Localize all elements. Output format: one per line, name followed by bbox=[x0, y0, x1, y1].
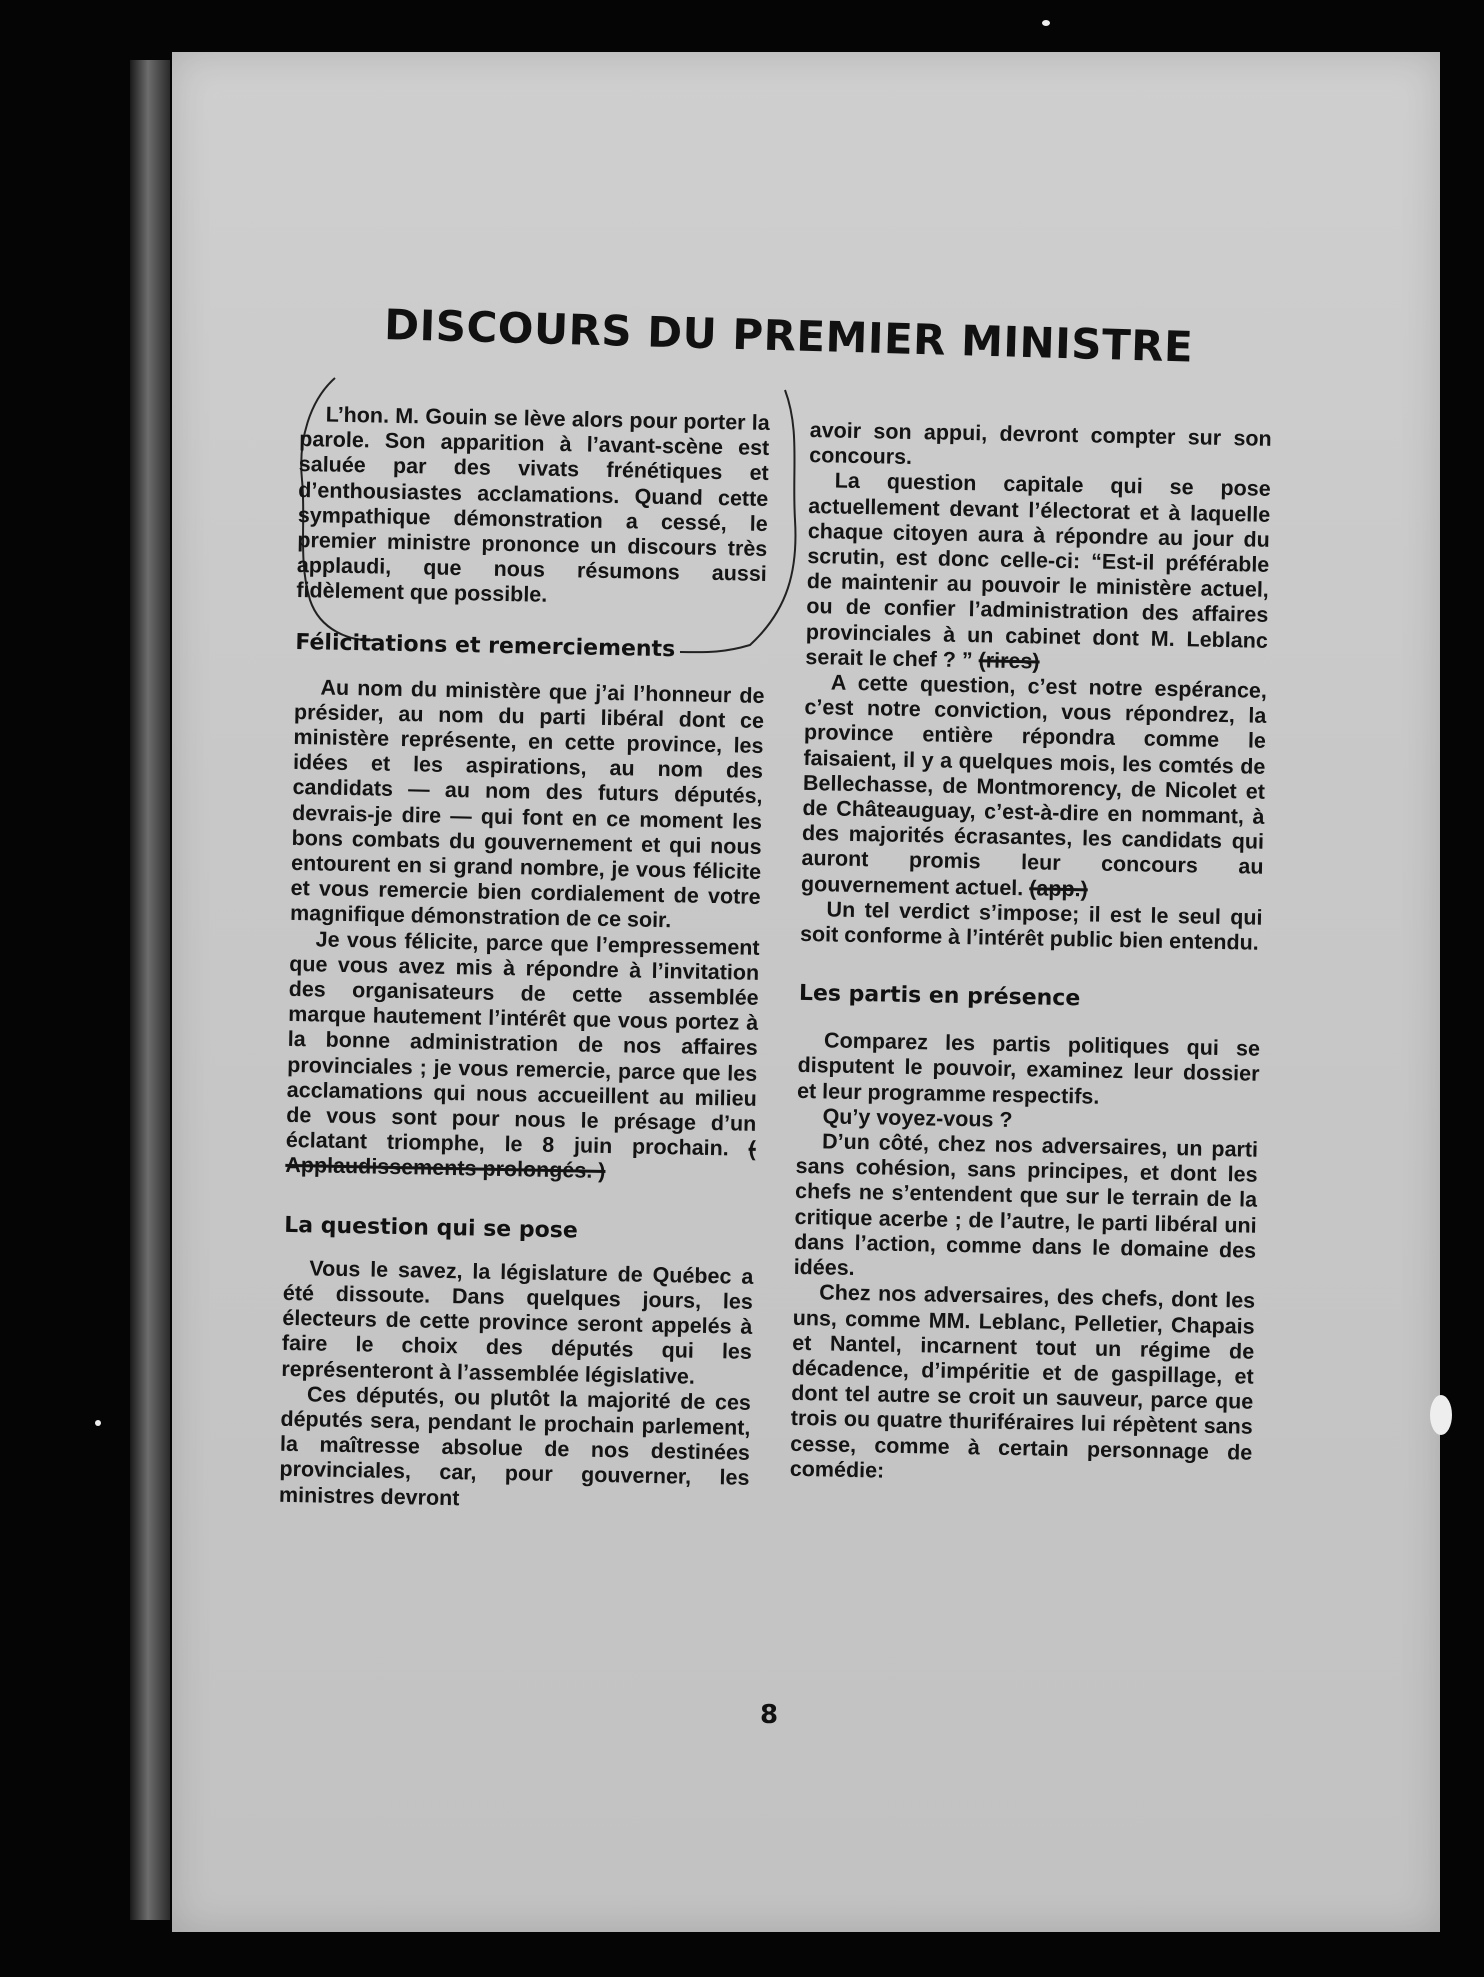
scan-speck bbox=[1430, 1395, 1452, 1435]
section-heading-felicitations: Félicitations et remerciements bbox=[295, 629, 676, 662]
intro-paragraph: L’hon. M. Gouin se lève alors pour porter la parole. Son apparition à l’avant-scène est saluée par des vivats frénétiques et d’enthousiastes acclamations. Quand cette sympathique démonstration a cessé, le premier ministre prononce un discours très applaudi, que nous résumons aussi fidèlement que possible. bbox=[296, 402, 770, 608]
section-heading-partis: Les partis en présence bbox=[798, 981, 1081, 1012]
struck-annotation: (rires) bbox=[978, 648, 1040, 674]
struck-annotation: ( Applaudissements prolongés. ) bbox=[285, 1137, 756, 1184]
paragraph bbox=[285, 927, 760, 1188]
paragraph-text: A cette question, c’est notre espérance, c’est notre conviction, vous répondrez, la province entière répondra comme le faisaient, il y a quelques mois, les comtés de Bellechasse, de Montmorency, de Nicolet et de Châteauguay, c’est-à-dire en nommant, à des majorités écrasantes, les candidats qui auront promis leur concours au gouvernement actuel. bbox=[800, 670, 1268, 900]
paragraph: Ces députés, ou plutôt la majorité de ces députés sera, pendant le prochain parlement, la maîtresse absolue de nos destinées provinciales, car, pour gouverner, les ministres devront bbox=[278, 1382, 752, 1510]
paragraph: D’un côté, chez nos adversaires, un parti sans cohésion, sans principes, et dont les chefs ne s’entendent que sur le terrain de la critique acerbe ; de l’autre, le parti libéral uni dans l’action, comme dans le domaine des idées. bbox=[793, 1129, 1259, 1281]
paragraph bbox=[801, 670, 1267, 906]
page-binding-edge bbox=[130, 60, 170, 1920]
page-number: 8 bbox=[760, 1700, 779, 1730]
paragraph-text: La question capitale qui se pose actuellement devant l’électorat et à laquelle chaque citoyen aura à répondre au jour du scrutin, est donc celle-ci: “Est-il préférable de maintenir au pouvoir le ministère actuel, ou de confier l’administration des affaires provinciales à un cabinet dont M. Leblanc serait le chef ? ” bbox=[805, 468, 1271, 672]
right-column bbox=[790, 418, 1272, 1491]
section-heading-question: La question qui se pose bbox=[283, 1212, 578, 1244]
paragraph: Qu’y voyez-vous ? bbox=[822, 1104, 1013, 1132]
paragraph: Chez nos adversaires, des chefs, dont les uns, comme MM. Leblanc, Pelletier, Chapais et Nantel, incarnent tout un régime de décadence, d’impéritie et de gaspillage, et dont tel autre se croit un sauveur, parce que trois ou quatre thuriféraires lui répètent sans cesse, comme à certain personnage de comédie: bbox=[789, 1280, 1256, 1483]
paragraph: Vous le savez, la législature de Québec a été dissoute. Dans quelques jours, les électeurs de cette province seront appelés à faire le choix des députés qui les représenteront à l’assemblée législative. bbox=[281, 1256, 754, 1389]
paragraph bbox=[805, 468, 1271, 678]
scan-speck bbox=[1042, 20, 1050, 26]
paragraph: Comparez les partis politiques qui se disputent le pouvoir, examinez leur dossier et leur programme respectifs. bbox=[796, 1028, 1261, 1109]
paragraph: Au nom du ministère que j’ai l’honneur de présider, au nom du parti libéral dont ce ministère représente, en cette province, les idées et les aspirations, au nom des candidats — au nom des futurs députés, devrais-je dire — qui font en ce moment les bons combats du gouvernement et qui nous entourent en si grand nombre, je vous félicite et vous remercie bien cordialement de votre magnifique démonstration de ce soir. bbox=[289, 675, 765, 933]
scan-speck bbox=[95, 1420, 101, 1426]
page-title: DISCOURS DU PREMIER MINISTRE bbox=[383, 300, 1194, 372]
struck-annotation: (app.) bbox=[1029, 875, 1088, 902]
left-column bbox=[279, 402, 770, 1517]
paragraph: avoir son appui, devront compter sur son concours. bbox=[809, 418, 1272, 470]
paragraph-text: Je vous félicite, parce que l’empressement que vous avez mis à répondre à l’invitation des organisateurs de cette assemblée marque hautement l’intérêt que vous portez à la bonne administration de nos affaires provinciales ; je vous remercie, parce que les acclamations qui nous accueillent au milieu de vous sont pour nous le présage d’un éclatant triomphe, le 8 juin prochain. bbox=[285, 927, 760, 1161]
paragraph: Un tel verdict s’impose; il est le seul qui soit conforme à l’intérêt public bien entendu. bbox=[799, 897, 1263, 955]
